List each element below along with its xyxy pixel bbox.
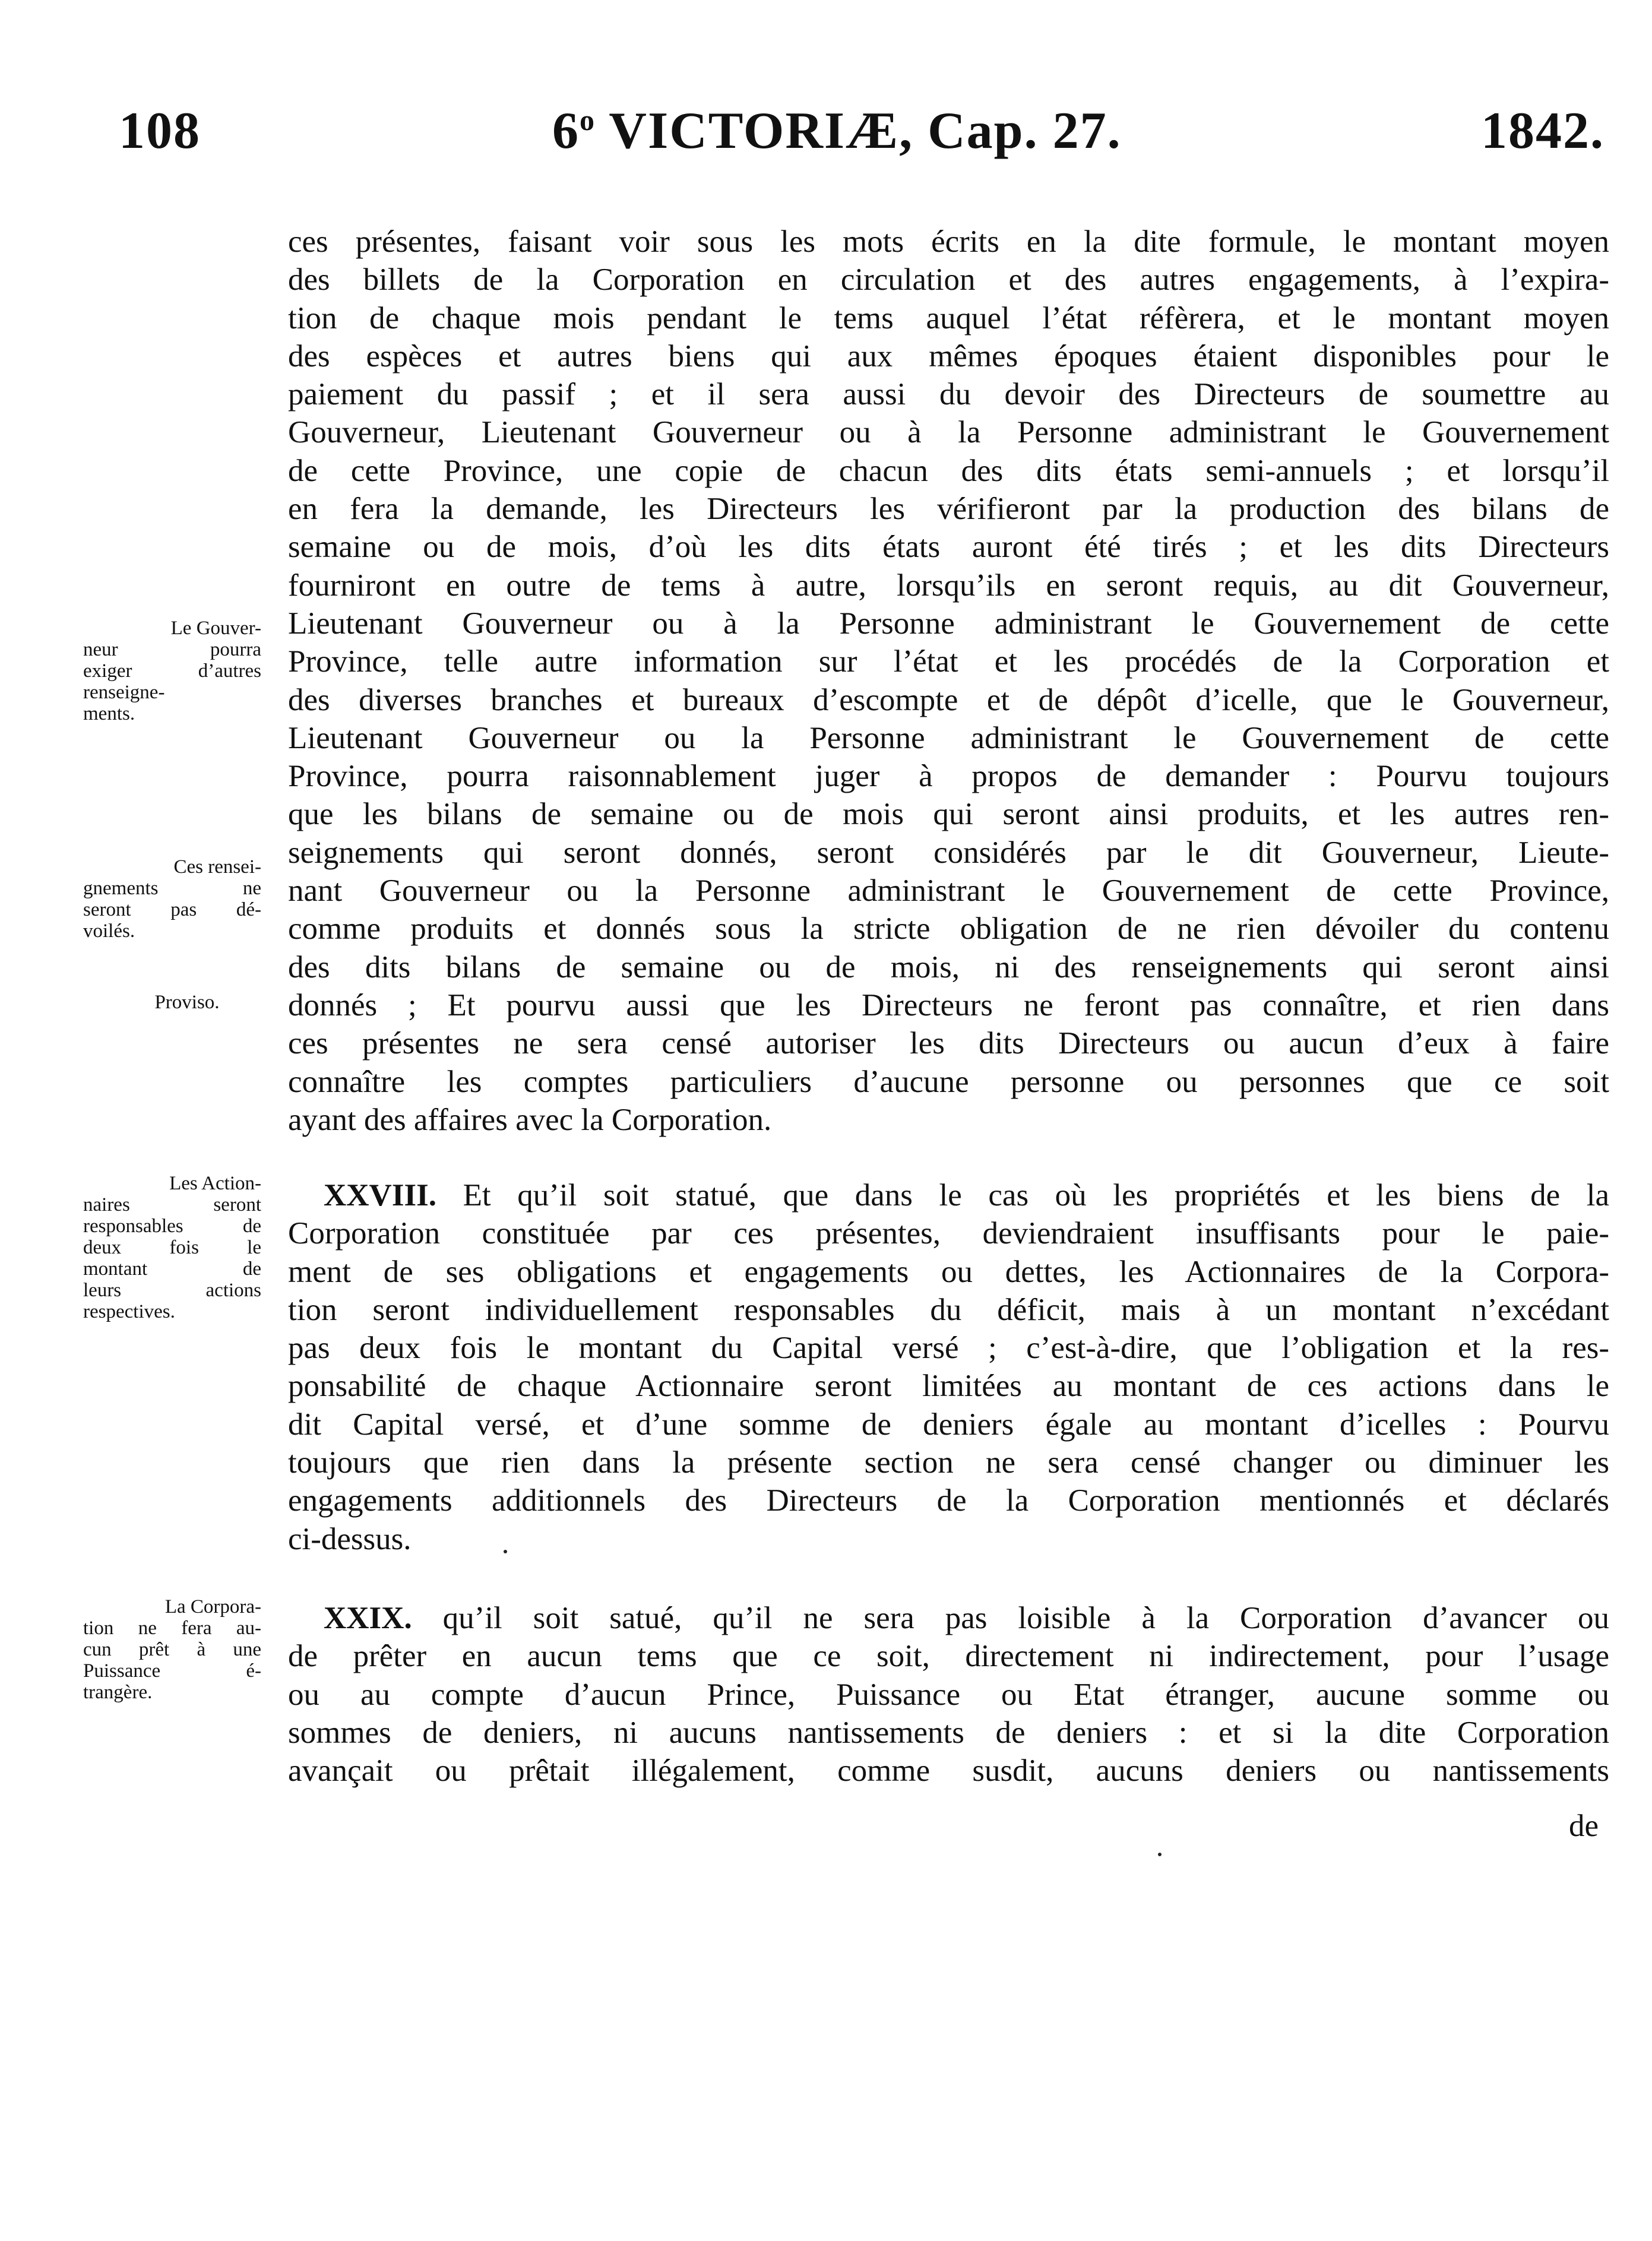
margin-note-line: Puissance é- xyxy=(83,1660,261,1682)
text-line: des diverses branches et bureaux d’escompte et de dépôt d’icelle, que le Gouverneur, xyxy=(288,682,1609,717)
margin-note-shareholder-liability xyxy=(83,1173,261,1322)
margin-note-line: naires seront xyxy=(83,1194,261,1216)
text-line: ci-dessus. xyxy=(288,1521,412,1556)
section-29 xyxy=(288,1599,1609,1790)
margin-note-line: Ces rensei- xyxy=(173,856,261,878)
margin-note-foreign-loans xyxy=(83,1596,261,1703)
text-line: fourniront en outre de tems à autre, lorsqu’ils en seront requis, au dit Gouverneur, xyxy=(288,568,1609,603)
text-line: connaître les comptes particuliers d’aucune personne ou personnes que ce soit xyxy=(288,1064,1609,1099)
text-line: ayant des affaires avec la Corporation. xyxy=(288,1102,772,1137)
margin-note-line: Proviso. xyxy=(154,992,220,1013)
text-line: pas deux fois le montant du Capital versé ; c’est-à-dire, que l’obligation et la res- xyxy=(288,1331,1609,1366)
margin-note-line: voilés. xyxy=(83,920,135,942)
margin-note-line: leurs actions xyxy=(83,1280,261,1301)
text-line: comme produits et donnés sous la stricte obligation de ne rien dévoiler du contenu xyxy=(288,911,1609,947)
print-speck xyxy=(504,1550,507,1553)
text-line: semaine ou de mois, d’où les dits états auront été tirés ; et les dits Directeurs xyxy=(288,530,1609,565)
print-speck xyxy=(1158,1853,1162,1856)
text-line: tion de chaque mois pendant le tems auquel l’état réfèrera, et le montant moyen xyxy=(288,300,1609,335)
margin-note-line: Le Gouver- xyxy=(170,618,261,639)
catchword: de xyxy=(1568,1809,1599,1843)
text-line: donnés ; Et pourvu aussi que les Directeurs ne feront pas connaître, et rien dans xyxy=(288,987,1609,1023)
text-line: tion seront individuellement responsables du déficit, mais à un montant n’excédant xyxy=(288,1292,1609,1327)
text-line: Lieutenant Gouverneur ou à la Personne administrant le Gouvernement de cette xyxy=(288,606,1609,641)
text-line: des espèces et autres biens qui aux mêmes époques étaient disponibles pour le xyxy=(288,338,1609,374)
text-line: Gouverneur, Lieutenant Gouverneur ou à la Personne administrant le Gouvernement xyxy=(288,415,1609,450)
title-main: VICTORIÆ, Cap. 27. xyxy=(609,102,1122,160)
section-28-number: XXVIII. xyxy=(324,1178,436,1213)
margin-note-line: cun prêt à une xyxy=(83,1639,261,1660)
text-line: sommes de deniers, ni aucuns nantissements de deniers : et si la dite Corporation xyxy=(288,1715,1609,1750)
running-title xyxy=(552,101,1122,161)
margin-note-line: exiger d’autres xyxy=(83,660,261,682)
margin-note-confidentiality xyxy=(83,856,261,942)
title-superscript: o xyxy=(580,103,596,137)
margin-note-line: seront pas dé- xyxy=(83,899,261,920)
margin-note-governor-info xyxy=(83,618,261,724)
text-line: que les bilans de semaine ou de mois qui seront ainsi produits, et les autres ren- xyxy=(288,797,1609,832)
margin-note-line: deux fois le xyxy=(83,1237,261,1258)
text-line: des dits bilans de semaine ou de mois, ni des renseignements qui seront ainsi xyxy=(288,949,1609,985)
text-line: engagements additionnels des Directeurs de la Corporation mentionnés et déclarés xyxy=(288,1483,1609,1518)
margin-note-line: trangère. xyxy=(83,1682,153,1703)
section-28 xyxy=(288,1176,1609,1558)
text-line: Lieutenant Gouverneur ou la Personne administrant le Gouvernement de cette xyxy=(288,720,1609,755)
section-29-opening: qu’il soit satué, qu’il ne sera pas loisible à la Corporation d’avancer ou xyxy=(442,1601,1609,1635)
text-line: ment de ses obligations et engagements ou dettes, les Actionnaires de la Corpora- xyxy=(288,1254,1609,1289)
margin-note-line: ments. xyxy=(83,703,135,724)
text-line: ces présentes ne sera censé autoriser les dits Directeurs ou aucun d’eux à faire xyxy=(288,1026,1609,1061)
text-line: de cette Province, une copie de chacun des dits états semi-annuels ; et lorsqu’il xyxy=(288,453,1609,488)
margin-note-line: Les Action- xyxy=(169,1173,261,1194)
text-line: des billets de la Corporation en circulation et des autres engagements, à l’expira- xyxy=(288,262,1609,297)
text-line: ou au compte d’aucun Prince, Puissance ou Etat étranger, aucune somme ou xyxy=(288,1677,1609,1712)
text-line: Province, telle autre information sur l’état et les procédés de la Corporation et xyxy=(288,644,1609,679)
margin-note-line: La Corpora- xyxy=(164,1596,261,1618)
margin-note-line: responsables de xyxy=(83,1216,261,1237)
header-year: 1842. xyxy=(1481,102,1604,160)
text-line: paiement du passif ; et il sera aussi du devoir des Directeurs de soumettre au xyxy=(288,377,1609,412)
text-line: dit Capital versé, et d’une somme de deniers égale au montant d’icelles : Pourvu xyxy=(288,1407,1609,1442)
text-line: toujours que rien dans la présente section ne sera censé changer ou diminuer les xyxy=(288,1445,1609,1480)
text-line: Corporation constituée par ces présentes, deviendraient insuffisants pour le paie- xyxy=(288,1216,1609,1251)
text-line: Province, pourra raisonnablement juger à propos de demander : Pourvu toujours xyxy=(288,759,1609,794)
section-29-first-line xyxy=(288,1599,1609,1637)
text-line: seignements qui seront donnés, seront considérés par le dit Gouverneur, Lieute- xyxy=(288,835,1609,870)
margin-note-line: tion ne fera au- xyxy=(83,1618,261,1639)
text-line: en fera la demande, les Directeurs les vérifieront par la production des bilans de xyxy=(288,492,1609,527)
title-prefix: 6 xyxy=(552,102,580,160)
margin-note-line: respectives. xyxy=(83,1301,175,1322)
margin-note-line: neur pourra xyxy=(83,639,261,660)
text-line: avançait ou prêtait illégalement, comme susdit, aucuns deniers ou nantissements xyxy=(288,1753,1609,1789)
section-29-number: XXIX. xyxy=(324,1601,412,1635)
margin-note-proviso xyxy=(113,992,261,1013)
continuation-paragraph xyxy=(288,223,1609,1139)
page-number: 108 xyxy=(119,102,201,160)
text-line: nant Gouverneur ou la Personne administrant le Gouvernement de cette Province, xyxy=(288,873,1609,909)
text-line: de prêter en aucun tems que ce soit, directement ni indirectement, pour l’usage xyxy=(288,1639,1609,1674)
section-28-first-line xyxy=(288,1176,1609,1214)
margin-note-line: renseigne- xyxy=(83,682,165,703)
section-28-opening: Et qu’il soit statué, que dans le cas où les propriétés et les biens de la xyxy=(463,1178,1609,1213)
margin-note-line: gnements ne xyxy=(83,878,261,899)
margin-note-line: montant de xyxy=(83,1258,261,1280)
text-line: ces présentes, faisant voir sous les mots écrits en la dite formule, le montant moyen xyxy=(288,224,1609,259)
text-line: ponsabilité de chaque Actionnaire seront limitées au montant de ces actions dans le xyxy=(288,1369,1609,1404)
running-header xyxy=(113,101,1604,166)
